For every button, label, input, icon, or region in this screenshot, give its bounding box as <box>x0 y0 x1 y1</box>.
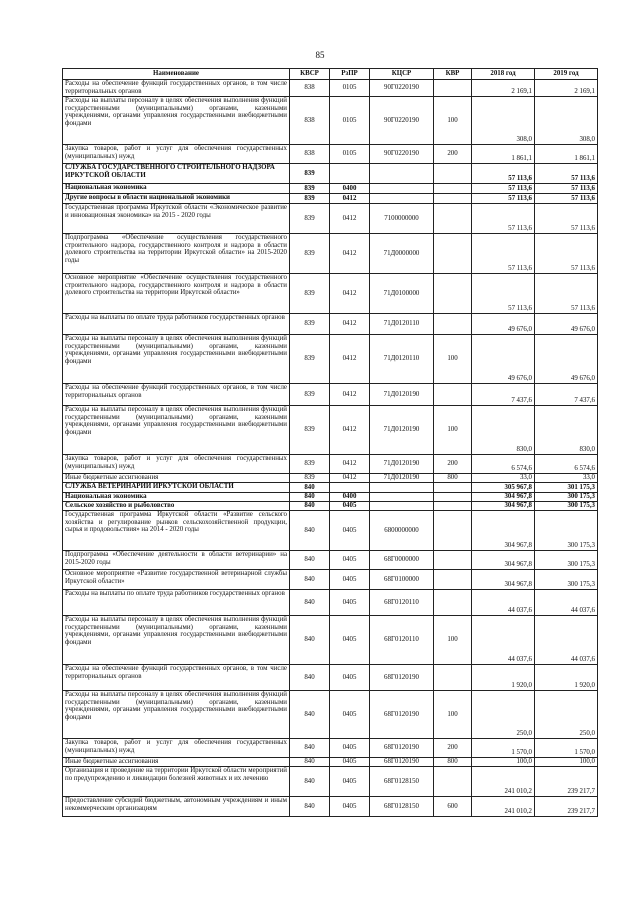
cell-kcsr: 68Г0128150 <box>370 797 434 817</box>
table-row <box>63 739 598 758</box>
cell-kcsr: 68Г0120110 <box>370 590 434 616</box>
cell-2018: 304 967,8 <box>472 502 535 511</box>
cell-kvsr: 838 <box>290 145 330 164</box>
cell-name: Предоставление субсидий бюджетным, автономным учреждениям и иным некоммерческим организациям <box>63 797 290 817</box>
cell-2018: 241 010,2 <box>472 767 535 797</box>
table-row <box>63 511 598 551</box>
cell-rzpr: 0412 <box>330 474 370 483</box>
cell-rzpr: 0412 <box>330 384 370 406</box>
cell-kvsr: 840 <box>290 665 330 691</box>
cell-2019: 44 037,6 <box>535 616 598 665</box>
table-body <box>63 80 598 817</box>
cell-kcsr: 71Д0120190 <box>370 406 434 455</box>
cell-kvsr: 840 <box>290 590 330 616</box>
cell-kvsr: 839 <box>290 274 330 314</box>
cell-name: Расходы на выплаты персоналу в целях обеспечения выполнения функций государственными (муниципальными) органами, казенными учреждениями, органами управления государственными внебюджетными фондами <box>63 406 290 455</box>
table-row <box>63 274 598 314</box>
table-row <box>63 80 598 97</box>
table-row <box>63 616 598 665</box>
cell-kvr <box>434 384 472 406</box>
cell-kcsr: 68Г0120190 <box>370 758 434 767</box>
cell-kcsr: 71Д0120190 <box>370 474 434 483</box>
cell-kvr: 100 <box>434 406 472 455</box>
cell-kcsr: 71Д0120110 <box>370 314 434 335</box>
cell-name: Другие вопросы в области национальной экономики <box>63 194 290 204</box>
cell-2018: 57 113,6 <box>472 164 535 184</box>
header-2019: 2019 год <box>535 69 598 80</box>
table-row <box>63 335 598 384</box>
cell-2018: 2 169,1 <box>472 80 535 97</box>
cell-2018: 57 113,6 <box>472 234 535 274</box>
cell-kvsr: 839 <box>290 234 330 274</box>
cell-rzpr: 0405 <box>330 767 370 797</box>
cell-rzpr: 0405 <box>330 590 370 616</box>
cell-2018: 44 037,6 <box>472 590 535 616</box>
cell-name: Основное мероприятие «Развитие государственной ветеринарной службы Иркутской области» <box>63 570 290 590</box>
cell-2018: 304 967,8 <box>472 551 535 570</box>
cell-kvsr: 840 <box>290 797 330 817</box>
cell-kvr: 800 <box>434 474 472 483</box>
table-header-row <box>63 69 598 80</box>
cell-kvr: 800 <box>434 758 472 767</box>
cell-2019: 239 217,7 <box>535 767 598 797</box>
cell-2019: 301 175,3 <box>535 483 598 493</box>
cell-kvr <box>434 590 472 616</box>
table-row <box>63 691 598 739</box>
cell-name: Расходы на выплаты персоналу в целях обеспечения выполнения функций государственными (муниципальными) органами, казенными учреждениями, органами управления государственными внебюджетными фондами <box>63 97 290 145</box>
cell-kcsr <box>370 184 434 194</box>
cell-2018: 57 113,6 <box>472 194 535 204</box>
cell-rzpr: 0412 <box>330 204 370 234</box>
cell-name: Национальная экономика <box>63 184 290 194</box>
cell-kcsr: 68Г0120190 <box>370 739 434 758</box>
header-rzpr: РзПР <box>330 69 370 80</box>
cell-kvsr: 840 <box>290 493 330 502</box>
cell-name: Основное мероприятие «Обеспечение осуществления государственного строительного надзора, государственного контроля и надзора в области долевого строительства на территории Иркутской области» <box>63 274 290 314</box>
table-row <box>63 234 598 274</box>
cell-kvsr: 840 <box>290 502 330 511</box>
cell-kcsr <box>370 194 434 204</box>
cell-rzpr: 0400 <box>330 184 370 194</box>
cell-2019: 300 175,3 <box>535 502 598 511</box>
cell-2019: 7 437,6 <box>535 384 598 406</box>
cell-kcsr: 68Г0000000 <box>370 551 434 570</box>
cell-2018: 308,0 <box>472 97 535 145</box>
cell-2018: 49 676,0 <box>472 314 535 335</box>
cell-2018: 44 037,6 <box>472 616 535 665</box>
cell-2019: 57 113,6 <box>535 164 598 184</box>
cell-kvr: 100 <box>434 691 472 739</box>
cell-kvsr: 840 <box>290 570 330 590</box>
cell-2018: 57 113,6 <box>472 184 535 194</box>
cell-name: Сельское хозяйство и рыболовство <box>63 502 290 511</box>
page-number: 85 <box>315 50 325 60</box>
cell-name: Организация и проведение на территории Иркутской области мероприятий по предупреждению и ликвидации болезней животных и их лечению <box>63 767 290 797</box>
cell-kvsr: 839 <box>290 184 330 194</box>
cell-rzpr <box>330 483 370 493</box>
cell-kvr <box>434 184 472 194</box>
cell-kvr <box>434 234 472 274</box>
cell-kvsr: 838 <box>290 97 330 145</box>
cell-kvsr: 840 <box>290 691 330 739</box>
cell-kvsr: 840 <box>290 767 330 797</box>
cell-rzpr: 0405 <box>330 511 370 551</box>
cell-name: СЛУЖБА ВЕТЕРИНАРИИ ИРКУТСКОЙ ОБЛАСТИ <box>63 483 290 493</box>
cell-2019: 6 574,6 <box>535 455 598 474</box>
table-row <box>63 97 598 145</box>
cell-name: Иные бюджетные ассигнования <box>63 758 290 767</box>
cell-rzpr: 0412 <box>330 314 370 335</box>
cell-kcsr: 68Г0128150 <box>370 767 434 797</box>
cell-kcsr: 68Г0120110 <box>370 616 434 665</box>
table-row <box>63 184 598 194</box>
cell-rzpr: 0405 <box>330 739 370 758</box>
cell-2019: 44 037,6 <box>535 590 598 616</box>
cell-name: Государственная программа Иркутской области «Экономическое развитие и инновационная экономика» на 2015 - 2020 годы <box>63 204 290 234</box>
cell-2018: 250,0 <box>472 691 535 739</box>
table-row <box>63 194 598 204</box>
cell-name: Расходы на выплаты персоналу в целях обеспечения выполнения функций государственными (муниципальными) органами, казенными учреждениями, органами управления государственными внебюджетными фондами <box>63 616 290 665</box>
cell-rzpr: 0412 <box>330 406 370 455</box>
cell-kcsr: 71Д0000000 <box>370 234 434 274</box>
cell-2019: 57 113,6 <box>535 194 598 204</box>
cell-name: Государственная программа Иркутской области «Развитие сельского хозяйства и регулирование рынков сельскохозяйственной продукции, сырья и продовольствия» на 2014 - 2020 годы <box>63 511 290 551</box>
cell-kcsr: 68Г0120190 <box>370 691 434 739</box>
cell-name: Подпрограмма «Обеспечение деятельности в области ветеринарии» на 2015-2020 годы <box>63 551 290 570</box>
cell-rzpr: 0105 <box>330 97 370 145</box>
cell-2019: 1 570,0 <box>535 739 598 758</box>
table-row <box>63 590 598 616</box>
cell-2018: 6 574,6 <box>472 455 535 474</box>
cell-kvsr: 839 <box>290 406 330 455</box>
cell-kvsr: 839 <box>290 474 330 483</box>
cell-2019: 100,0 <box>535 758 598 767</box>
cell-2019: 239 217,7 <box>535 797 598 817</box>
cell-rzpr: 0405 <box>330 758 370 767</box>
cell-2019: 300 175,3 <box>535 551 598 570</box>
cell-name: Подпрограмма «Обеспечение осуществления государственного строительного надзора, государственного контроля и надзора в области долевого строительства на территории Иркутской области» на 2015-2020 годы <box>63 234 290 274</box>
cell-2018: 304 967,8 <box>472 570 535 590</box>
cell-2018: 304 967,8 <box>472 511 535 551</box>
table-row <box>63 665 598 691</box>
cell-kvsr: 840 <box>290 511 330 551</box>
cell-rzpr: 0405 <box>330 665 370 691</box>
cell-2018: 305 967,8 <box>472 483 535 493</box>
cell-rzpr: 0412 <box>330 335 370 384</box>
cell-kvsr: 840 <box>290 739 330 758</box>
cell-2018: 57 113,6 <box>472 204 535 234</box>
table-row <box>63 455 598 474</box>
cell-kvr <box>434 483 472 493</box>
cell-kvr <box>434 204 472 234</box>
cell-name: Закупка товаров, работ и услуг для обеспечения государственных (муниципальных) нужд <box>63 145 290 164</box>
cell-2019: 57 113,6 <box>535 234 598 274</box>
cell-rzpr: 0412 <box>330 274 370 314</box>
cell-kvsr: 839 <box>290 204 330 234</box>
cell-kvsr: 839 <box>290 455 330 474</box>
cell-kvsr: 839 <box>290 335 330 384</box>
cell-kvr: 600 <box>434 797 472 817</box>
cell-name: Расходы на выплаты по оплате труда работников государственных органов <box>63 590 290 616</box>
cell-name: Расходы на выплаты персоналу в целях обеспечения выполнения функций государственными (муниципальными) органами, казенными учреждениями, органами управления государственными внебюджетными фондами <box>63 335 290 384</box>
cell-rzpr <box>330 164 370 184</box>
cell-kcsr: 6800000000 <box>370 511 434 551</box>
table-row <box>63 204 598 234</box>
cell-kcsr: 90Г0220190 <box>370 145 434 164</box>
cell-2019: 250,0 <box>535 691 598 739</box>
table-row <box>63 797 598 817</box>
cell-name: Иные бюджетные ассигнования <box>63 474 290 483</box>
cell-name: Закупка товаров, работ и услуг для обеспечения государственных (муниципальных) нужд <box>63 739 290 758</box>
cell-2019: 57 113,6 <box>535 274 598 314</box>
cell-kvr <box>434 80 472 97</box>
cell-rzpr: 0405 <box>330 551 370 570</box>
cell-name: Национальная экономика <box>63 493 290 502</box>
table-row <box>63 767 598 797</box>
cell-2019: 1 861,1 <box>535 145 598 164</box>
cell-kvsr: 840 <box>290 483 330 493</box>
cell-name: Расходы на обеспечение функций государственных органов, в том числе территориальных органов <box>63 665 290 691</box>
cell-kvr <box>434 194 472 204</box>
cell-name: Закупка товаров, работ и услуг для обеспечения государственных (муниципальных) нужд <box>63 455 290 474</box>
cell-kvsr: 840 <box>290 551 330 570</box>
header-kcsr: КЦСР <box>370 69 434 80</box>
cell-kvr <box>434 493 472 502</box>
cell-rzpr: 0105 <box>330 145 370 164</box>
cell-rzpr: 0400 <box>330 493 370 502</box>
cell-2018: 1 920,0 <box>472 665 535 691</box>
header-name: Наименование <box>63 69 290 80</box>
cell-rzpr: 0412 <box>330 194 370 204</box>
cell-kcsr: 68Г0100000 <box>370 570 434 590</box>
cell-kcsr: 90Г0220190 <box>370 80 434 97</box>
cell-2019: 49 676,0 <box>535 314 598 335</box>
cell-2019: 57 113,6 <box>535 184 598 194</box>
cell-name: Расходы на выплаты по оплате труда работников государственных органов <box>63 314 290 335</box>
cell-2019: 57 113,6 <box>535 204 598 234</box>
cell-name: Расходы на обеспечение функций государственных органов, в том числе территориальных органов <box>63 80 290 97</box>
cell-2019: 49 676,0 <box>535 335 598 384</box>
cell-name: Расходы на обеспечение функций государственных органов, в том числе территориальных органов <box>63 384 290 406</box>
cell-kvr: 100 <box>434 97 472 145</box>
cell-kvr: 100 <box>434 335 472 384</box>
cell-rzpr: 0412 <box>330 234 370 274</box>
cell-kvr <box>434 164 472 184</box>
cell-rzpr: 0412 <box>330 455 370 474</box>
cell-kcsr: 71Д0100000 <box>370 274 434 314</box>
cell-kvr <box>434 502 472 511</box>
cell-kvr <box>434 314 472 335</box>
cell-rzpr: 0405 <box>330 616 370 665</box>
table-row <box>63 758 598 767</box>
cell-kvr: 200 <box>434 145 472 164</box>
cell-kvr <box>434 767 472 797</box>
cell-rzpr: 0405 <box>330 502 370 511</box>
cell-2019: 308,0 <box>535 97 598 145</box>
header-kvr: КВР <box>434 69 472 80</box>
cell-2018: 49 676,0 <box>472 335 535 384</box>
budget-table <box>62 68 598 817</box>
table-row <box>63 314 598 335</box>
cell-kvr: 200 <box>434 455 472 474</box>
cell-2019: 300 175,3 <box>535 511 598 551</box>
cell-kvsr: 839 <box>290 194 330 204</box>
cell-2019: 2 169,1 <box>535 80 598 97</box>
cell-kcsr: 71Д0120190 <box>370 384 434 406</box>
cell-2018: 830,0 <box>472 406 535 455</box>
table-row <box>63 570 598 590</box>
cell-kvsr: 840 <box>290 616 330 665</box>
cell-kvr <box>434 570 472 590</box>
cell-kvr <box>434 511 472 551</box>
table-row <box>63 551 598 570</box>
cell-2018: 33,0 <box>472 474 535 483</box>
cell-kvsr: 840 <box>290 758 330 767</box>
table-row <box>63 406 598 455</box>
cell-2018: 100,0 <box>472 758 535 767</box>
cell-rzpr: 0405 <box>330 570 370 590</box>
cell-2019: 300 175,3 <box>535 570 598 590</box>
table-row <box>63 145 598 164</box>
header-kvsr: КВСР <box>290 69 330 80</box>
table-row <box>63 384 598 406</box>
cell-2018: 1 861,1 <box>472 145 535 164</box>
cell-kcsr: 71Д0120110 <box>370 335 434 384</box>
cell-2019: 300 175,3 <box>535 493 598 502</box>
cell-kvr <box>434 665 472 691</box>
cell-kvsr: 839 <box>290 164 330 184</box>
cell-kvr: 200 <box>434 739 472 758</box>
cell-2018: 57 113,6 <box>472 274 535 314</box>
cell-kvsr: 839 <box>290 384 330 406</box>
cell-2018: 7 437,6 <box>472 384 535 406</box>
cell-kvr: 100 <box>434 616 472 665</box>
table-row <box>63 164 598 184</box>
cell-kcsr: 7100000000 <box>370 204 434 234</box>
cell-2019: 1 920,0 <box>535 665 598 691</box>
cell-2019: 830,0 <box>535 406 598 455</box>
cell-kcsr <box>370 493 434 502</box>
cell-kvr <box>434 274 472 314</box>
cell-kcsr: 71Д0120190 <box>370 455 434 474</box>
cell-kcsr: 90Г0220190 <box>370 97 434 145</box>
cell-2019: 33,0 <box>535 474 598 483</box>
table-row <box>63 502 598 511</box>
cell-rzpr: 0105 <box>330 80 370 97</box>
cell-kvsr: 838 <box>290 80 330 97</box>
cell-kcsr <box>370 164 434 184</box>
cell-kcsr <box>370 502 434 511</box>
table-row <box>63 483 598 493</box>
table-row <box>63 474 598 483</box>
cell-kcsr <box>370 483 434 493</box>
cell-rzpr: 0405 <box>330 691 370 739</box>
cell-name: СЛУЖБА ГОСУДАРСТВЕННОГО СТРОИТЕЛЬНОГО НАДЗОРА ИРКУТСКОЙ ОБЛАСТИ <box>63 164 290 184</box>
table-row <box>63 493 598 502</box>
cell-name: Расходы на выплаты персоналу в целях обеспечения выполнения функций государственными (муниципальными) органами, казенными учреждениями, органами управления государственными внебюджетными фондами <box>63 691 290 739</box>
cell-kvr <box>434 551 472 570</box>
cell-kvsr: 839 <box>290 314 330 335</box>
cell-2018: 1 570,0 <box>472 739 535 758</box>
cell-rzpr: 0405 <box>330 797 370 817</box>
cell-kcsr: 68Г0120190 <box>370 665 434 691</box>
header-2018: 2018 год <box>472 69 535 80</box>
cell-2018: 241 010,2 <box>472 797 535 817</box>
cell-2018: 304 967,8 <box>472 493 535 502</box>
